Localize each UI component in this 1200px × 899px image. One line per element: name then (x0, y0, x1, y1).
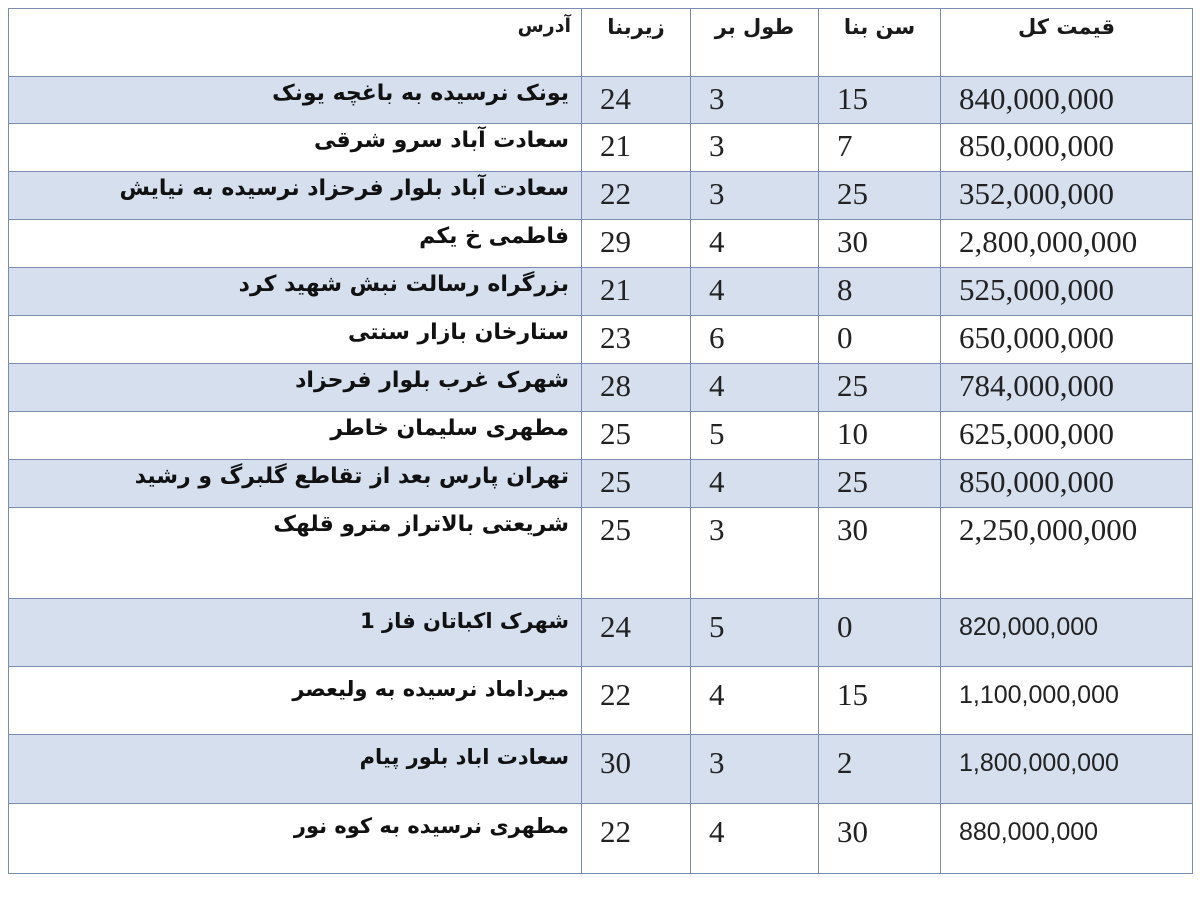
cell-age: 25 (819, 460, 941, 508)
cell-area: 29 (582, 220, 691, 268)
cell-area: 30 (582, 735, 691, 804)
cell-length: 4 (691, 268, 819, 316)
table-row (9, 667, 1193, 735)
cell-price: 352,000,000 (941, 172, 1193, 220)
header-age: سن بنا (819, 9, 941, 77)
cell-age: 0 (819, 599, 941, 667)
cell-age: 7 (819, 124, 941, 172)
cell-price: 784,000,000 (941, 364, 1193, 412)
cell-area: 21 (582, 268, 691, 316)
cell-area: 22 (582, 172, 691, 220)
cell-address: شریعتی بالاتراز مترو قلهک (9, 508, 582, 599)
header-address: آدرس (9, 9, 582, 77)
header-area: زیربنا (582, 9, 691, 77)
cell-age: 25 (819, 172, 941, 220)
cell-age: 0 (819, 316, 941, 364)
cell-price: 2,800,000,000 (941, 220, 1193, 268)
cell-length: 3 (691, 124, 819, 172)
cell-length: 4 (691, 364, 819, 412)
cell-area: 21 (582, 124, 691, 172)
cell-price: 850,000,000 (941, 460, 1193, 508)
table-header-row (9, 9, 1193, 77)
cell-price: 650,000,000 (941, 316, 1193, 364)
cell-length: 3 (691, 735, 819, 804)
cell-age: 8 (819, 268, 941, 316)
cell-price: 1,800,000,000 (941, 735, 1193, 804)
cell-age: 30 (819, 220, 941, 268)
cell-address: سعادت اباد بلور پیام (9, 735, 582, 804)
header-length: طول بر (691, 9, 819, 77)
cell-price: 840,000,000 (941, 77, 1193, 124)
cell-address: تهران پارس بعد از تقاطع گلبرگ و رشید (9, 460, 582, 508)
table-row (9, 460, 1193, 508)
cell-age: 2 (819, 735, 941, 804)
cell-length: 3 (691, 77, 819, 124)
cell-price: 2,250,000,000 (941, 508, 1193, 599)
cell-price: 880,000,000 (941, 804, 1193, 874)
cell-age: 30 (819, 508, 941, 599)
cell-length: 4 (691, 460, 819, 508)
cell-area: 28 (582, 364, 691, 412)
cell-length: 4 (691, 804, 819, 874)
cell-price: 625,000,000 (941, 412, 1193, 460)
cell-area: 25 (582, 412, 691, 460)
table-row (9, 268, 1193, 316)
table-row (9, 316, 1193, 364)
table-row (9, 77, 1193, 124)
table-row (9, 735, 1193, 804)
property-listing-table (8, 8, 1193, 874)
cell-age: 10 (819, 412, 941, 460)
cell-area: 24 (582, 599, 691, 667)
cell-address: مطهری نرسیده به کوه نور (9, 804, 582, 874)
cell-area: 23 (582, 316, 691, 364)
cell-address: بزرگراه رسالت نبش شهید کرد (9, 268, 582, 316)
cell-age: 15 (819, 77, 941, 124)
cell-length: 3 (691, 508, 819, 599)
cell-age: 25 (819, 364, 941, 412)
table-row (9, 172, 1193, 220)
table-row (9, 412, 1193, 460)
table-row (9, 804, 1193, 874)
cell-area: 24 (582, 77, 691, 124)
cell-length: 4 (691, 667, 819, 735)
cell-length: 6 (691, 316, 819, 364)
table-row (9, 599, 1193, 667)
cell-price: 525,000,000 (941, 268, 1193, 316)
table-row (9, 364, 1193, 412)
cell-price: 820,000,000 (941, 599, 1193, 667)
cell-address: سعادت آباد سرو شرقی (9, 124, 582, 172)
cell-area: 25 (582, 508, 691, 599)
table-row (9, 508, 1193, 599)
cell-price: 850,000,000 (941, 124, 1193, 172)
cell-age: 30 (819, 804, 941, 874)
cell-address: مطهری سلیمان خاطر (9, 412, 582, 460)
cell-length: 5 (691, 412, 819, 460)
cell-length: 4 (691, 220, 819, 268)
cell-address: سعادت آباد بلوار فرحزاد نرسیده به نیایش (9, 172, 582, 220)
cell-price: 1,100,000,000 (941, 667, 1193, 735)
cell-area: 25 (582, 460, 691, 508)
cell-address: ستارخان بازار سنتی (9, 316, 582, 364)
cell-address: شهرک اکباتان فاز 1 (9, 599, 582, 667)
cell-area: 22 (582, 667, 691, 735)
cell-area: 22 (582, 804, 691, 874)
cell-address: میرداماد نرسیده به ولیعصر (9, 667, 582, 735)
cell-address: یونک نرسیده به باغچه یونک (9, 77, 582, 124)
cell-address: فاطمی خ یکم (9, 220, 582, 268)
cell-length: 3 (691, 172, 819, 220)
table-row (9, 220, 1193, 268)
cell-age: 15 (819, 667, 941, 735)
cell-length: 5 (691, 599, 819, 667)
cell-address: شهرک غرب بلوار فرحزاد (9, 364, 582, 412)
header-price: قیمت کل (941, 9, 1193, 77)
table-row (9, 124, 1193, 172)
